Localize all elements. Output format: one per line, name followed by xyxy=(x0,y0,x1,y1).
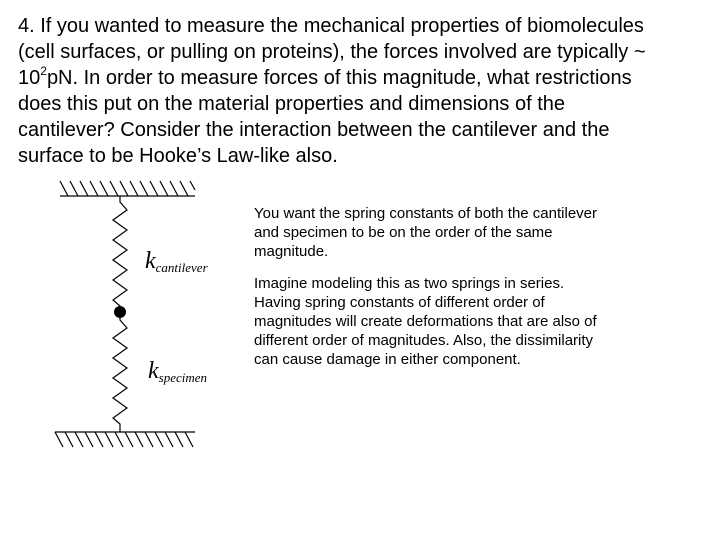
k-cantilever-label xyxy=(145,248,209,275)
answer-line: Imagine modeling this as two springs in series. xyxy=(254,275,565,292)
answer-line: You want the spring constants of both the cantilever xyxy=(254,205,598,222)
force-exponent: 2 xyxy=(40,64,47,79)
answer-line: magnitude. xyxy=(254,243,329,260)
answer-line: magnitudes will create deformations that are also of xyxy=(254,313,597,330)
k-symbol: k xyxy=(148,358,159,384)
answer-line: and specimen to be on the order of the same xyxy=(254,224,553,241)
question-line: (cell surfaces, or pulling on proteins), the forces involved are typically ~ xyxy=(18,41,646,63)
force-base: 10 xyxy=(18,67,41,89)
answer-paragraph-2 xyxy=(254,274,684,369)
answer-line: can cause damage in either component. xyxy=(254,351,521,368)
k-specimen-label xyxy=(148,358,207,385)
question-line: does this put on the material properties and dimensions of the xyxy=(18,93,565,115)
answer-line: Having spring constants of different order of xyxy=(254,294,545,311)
question-line: surface to be Hooke’s Law-like also. xyxy=(18,145,338,167)
force-unit-text: pN. In order to measure forces of this magnitude, what restrictions xyxy=(46,67,632,89)
specimen-subscript: specimen xyxy=(158,370,208,385)
cantilever-subscript: cantilever xyxy=(155,260,208,275)
bottom-wall xyxy=(55,432,195,447)
answer-paragraph-1 xyxy=(254,204,684,261)
specimen-spring xyxy=(113,312,127,432)
question-line: 4. If you wanted to measure the mechanical properties of biomolecules xyxy=(18,15,644,37)
answer-line: different order of magnitudes. Also, the dissimilarity xyxy=(254,332,594,349)
top-wall xyxy=(60,181,195,196)
cantilever-spring xyxy=(113,196,127,312)
answer-text xyxy=(254,204,684,382)
question-line: cantilever? Consider the interaction between the cantilever and the xyxy=(18,119,610,141)
k-symbol: k xyxy=(145,248,156,274)
